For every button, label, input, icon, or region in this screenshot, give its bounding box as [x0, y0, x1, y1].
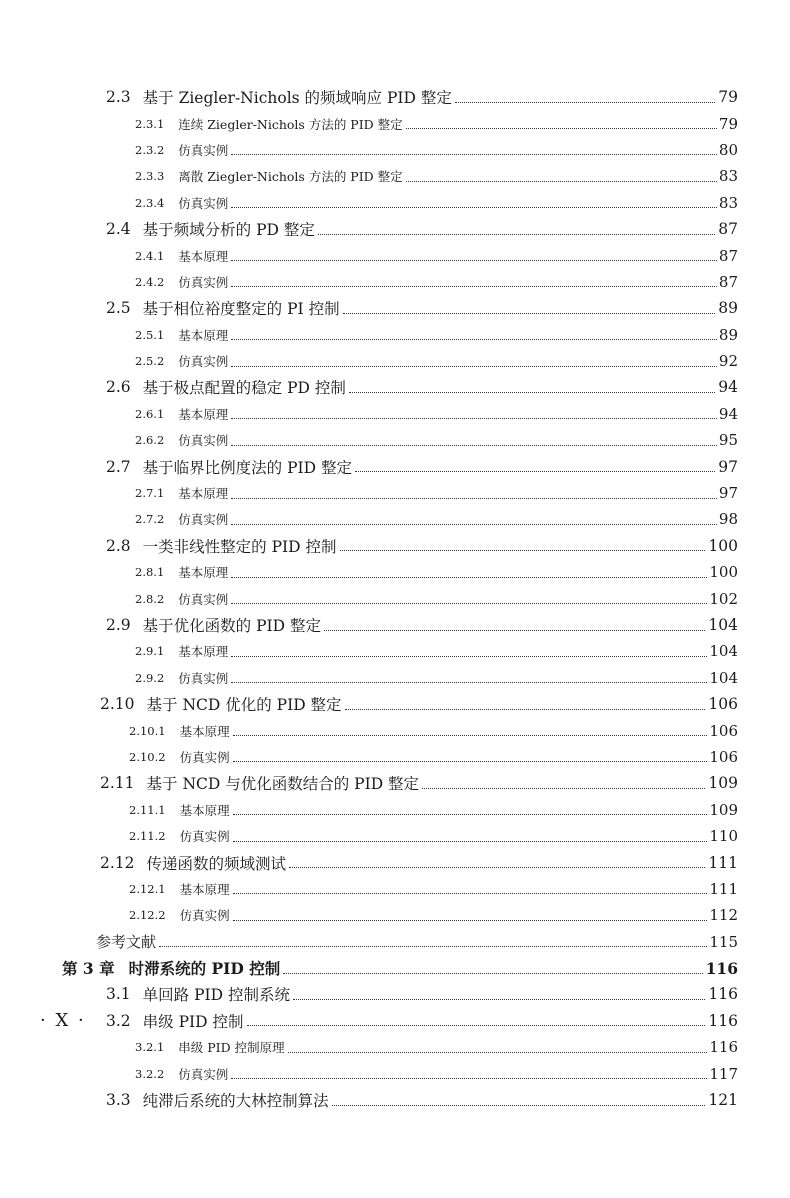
- toc-entry-page: 87: [718, 220, 738, 239]
- toc-entry-page: 109: [708, 774, 738, 793]
- toc-entry-title: 基于相位裕度整定的 PI 控制: [142, 300, 340, 319]
- toc-entry-title: 基本原理: [178, 565, 229, 581]
- toc-entry-number: 3.2.2: [135, 1066, 165, 1081]
- toc-dot-leader: [345, 709, 735, 710]
- toc-entry-page: 110: [709, 827, 738, 846]
- toc-section-entry[interactable]: [0, 1008, 790, 1034]
- toc-entry-title: 仿真实例: [178, 142, 229, 158]
- toc-dot-leader: [283, 973, 735, 974]
- toc-entry-number: 2.6: [106, 378, 131, 397]
- toc-entry-title: 基于极点配置的稳定 PD 控制: [142, 379, 346, 398]
- toc-entry-number: 2.6.1: [135, 406, 165, 421]
- toc-entry-title: 离散 Ziegler-Nichols 方法的 PID 整定: [178, 169, 403, 185]
- toc-entry-number: 2.5.2: [135, 354, 165, 369]
- toc-entry-number: 2.9.2: [135, 670, 165, 685]
- toc-dot-leader: [406, 128, 735, 129]
- toc-entry-number: 2.8.1: [135, 565, 165, 580]
- toc-entry-page: 104: [709, 642, 738, 661]
- toc-section-entry[interactable]: [0, 295, 790, 321]
- toc-dot-leader: [233, 893, 735, 894]
- toc-entry-page: 116: [705, 958, 738, 978]
- toc-entry-title: 基于临界比例度法的 PID 整定: [142, 458, 352, 477]
- toc-dot-leader: [288, 1052, 735, 1053]
- toc-dot-leader: [231, 154, 735, 155]
- toc-dot-leader: [159, 946, 735, 947]
- toc-subsection-entry[interactable]: [0, 163, 790, 189]
- toc-dot-leader: [231, 1078, 735, 1079]
- toc-entry-number: 2.4.1: [135, 248, 165, 263]
- toc-dot-leader: [231, 524, 735, 525]
- toc-subsection-entry[interactable]: [0, 876, 790, 902]
- toc-subsection-entry[interactable]: [0, 585, 790, 611]
- toc-entry-number: 2.10.2: [129, 749, 166, 764]
- toc-entry-title: 连续 Ziegler-Nichols 方法的 PID 整定: [178, 116, 403, 132]
- toc-entry-title: 时滞系统的 PID 控制: [128, 959, 281, 979]
- toc-entry-number: 2.9: [106, 616, 131, 634]
- toc-entry-page: 92: [718, 352, 738, 371]
- toc-dot-leader: [231, 656, 735, 657]
- toc-entry-page: 116: [709, 1038, 738, 1057]
- toc-subsection-entry[interactable]: [0, 744, 790, 770]
- toc-entry-page: 106: [708, 695, 738, 714]
- toc-dot-leader: [231, 260, 735, 261]
- toc-entry-title: 仿真实例: [178, 354, 229, 370]
- toc-dot-leader: [231, 207, 735, 208]
- toc-dot-leader: [233, 761, 735, 762]
- toc-entry-page: 112: [709, 906, 738, 925]
- toc-entry-title: 基于 NCD 优化的 PID 整定: [146, 696, 342, 715]
- table-of-contents: [0, 84, 790, 1113]
- toc-entry-page: 89: [718, 299, 738, 318]
- toc-entry-number: 2.12.2: [129, 908, 166, 923]
- toc-section-entry[interactable]: [0, 612, 790, 638]
- toc-entry-title: 仿真实例: [178, 195, 229, 211]
- toc-entry-title: 基于 NCD 与优化函数结合的 PID 整定: [146, 775, 420, 794]
- toc-dot-leader: [289, 867, 735, 868]
- toc-dot-leader: [231, 445, 735, 446]
- toc-entry-title: 仿真实例: [179, 829, 230, 845]
- toc-subsection-entry[interactable]: [0, 137, 790, 163]
- toc-entry-number: 2.10: [100, 695, 135, 714]
- toc-dot-leader: [349, 392, 735, 393]
- toc-references-entry[interactable]: [0, 929, 790, 955]
- toc-section-entry[interactable]: [0, 981, 790, 1007]
- toc-entry-page: 116: [708, 985, 738, 1004]
- toc-dot-leader: [231, 286, 735, 287]
- toc-entry-page: 121: [708, 1091, 738, 1110]
- toc-section-entry[interactable]: [0, 1087, 790, 1113]
- toc-dot-leader: [231, 577, 735, 578]
- toc-entry-page: 94: [718, 404, 738, 423]
- toc-entry-page: 80: [718, 140, 738, 159]
- toc-dot-leader: [231, 682, 735, 683]
- toc-subsection-entry[interactable]: [0, 427, 790, 453]
- toc-entry-title: 基本原理: [179, 723, 230, 739]
- toc-entry-number: 2.4: [106, 220, 131, 239]
- toc-section-entry[interactable]: [0, 216, 790, 242]
- toc-subsection-entry[interactable]: [0, 638, 790, 664]
- toc-entry-title: 仿真实例: [178, 274, 229, 290]
- toc-subsection-entry[interactable]: [0, 797, 790, 823]
- toc-dot-leader: [343, 313, 735, 314]
- toc-entry-page: 109: [709, 800, 738, 819]
- toc-entry-page: 106: [709, 747, 738, 766]
- toc-dot-leader: [406, 181, 735, 182]
- toc-dot-leader: [332, 1105, 735, 1106]
- toc-entry-number: 第 3 章: [62, 959, 115, 979]
- toc-entry-number: 2.5: [106, 299, 131, 318]
- toc-entry-page: 104: [709, 668, 738, 687]
- toc-subsection-entry[interactable]: [0, 348, 790, 374]
- toc-entry-page: 100: [709, 563, 738, 582]
- toc-entry-number: 2.9.1: [135, 644, 165, 659]
- toc-entry-number: 2.10.1: [129, 723, 166, 738]
- toc-entry-page: 97: [718, 457, 738, 476]
- toc-entry-number: 3.2.1: [135, 1040, 165, 1055]
- toc-entry-title: 一类非线性整定的 PID 控制: [142, 537, 337, 556]
- toc-subsection-entry[interactable]: [0, 506, 790, 532]
- toc-dot-leader: [231, 418, 735, 419]
- toc-entry-page: 95: [718, 431, 738, 450]
- toc-entry-number: 2.3.3: [135, 169, 165, 184]
- toc-entry-number: 2.11.2: [129, 829, 166, 844]
- toc-entry-page: 104: [708, 616, 738, 634]
- toc-subsection-entry[interactable]: [0, 480, 790, 506]
- toc-entry-page: 117: [709, 1064, 738, 1083]
- toc-entry-number: 2.4.2: [135, 274, 165, 289]
- toc-entry-title: 串级 PID 控制: [142, 1012, 244, 1031]
- toc-entry-number: 3.2: [106, 1011, 131, 1030]
- toc-entry-title: 仿真实例: [179, 749, 230, 765]
- toc-entry-title: 基于 Ziegler-Nichols 的频域响应 PID 整定: [142, 89, 452, 108]
- toc-entry-page: 83: [718, 167, 738, 186]
- toc-entry-title: 仿真实例: [178, 591, 229, 607]
- toc-dot-leader: [422, 788, 735, 789]
- toc-entry-number: 2.11.1: [129, 802, 166, 817]
- toc-subsection-entry[interactable]: [0, 1034, 790, 1060]
- toc-entry-number: 2.6.2: [135, 433, 165, 448]
- toc-entry-title: 基本原理: [178, 327, 229, 343]
- toc-entry-page: 98: [718, 510, 738, 529]
- toc-entry-page: 79: [718, 114, 738, 133]
- page-number-footer: · X ·: [40, 1010, 86, 1031]
- toc-entry-title: 纯滞后系统的大林控制算法: [142, 1092, 329, 1111]
- toc-dot-leader: [293, 999, 735, 1000]
- toc-subsection-entry[interactable]: [0, 717, 790, 743]
- toc-dot-leader: [355, 471, 735, 472]
- toc-entry-page: 106: [709, 721, 738, 740]
- toc-entry-number: 2.11: [100, 774, 135, 793]
- toc-entry-title: 仿真实例: [178, 433, 229, 449]
- toc-dot-leader: [455, 102, 735, 103]
- toc-entry-page: 111: [709, 879, 738, 898]
- toc-entry-title: 仿真实例: [179, 908, 230, 924]
- toc-entry-title: 基本原理: [178, 486, 229, 502]
- toc-dot-leader: [231, 339, 735, 340]
- toc-dot-leader: [233, 735, 735, 736]
- toc-entry-number: 3.3: [106, 1091, 131, 1110]
- toc-subsection-entry[interactable]: [0, 823, 790, 849]
- toc-chapter-entry[interactable]: [0, 955, 790, 981]
- toc-entry-number: 2.3.4: [135, 195, 165, 210]
- toc-dot-leader: [340, 550, 736, 551]
- toc-dot-leader: [231, 498, 735, 499]
- toc-subsection-entry[interactable]: [0, 902, 790, 928]
- toc-entry-number: 2.8: [106, 536, 131, 555]
- toc-entry-page: 97: [718, 484, 738, 503]
- toc-dot-leader: [324, 630, 735, 631]
- toc-entry-page: 102: [709, 589, 738, 608]
- toc-section-entry[interactable]: [0, 849, 790, 875]
- toc-entry-number: 2.12.1: [129, 881, 166, 896]
- toc-entry-title: 基本原理: [178, 406, 229, 422]
- toc-entry-page: 115: [709, 932, 738, 951]
- toc-entry-title: 仿真实例: [178, 512, 229, 528]
- toc-subsection-entry[interactable]: [0, 665, 790, 691]
- toc-entry-title: 仿真实例: [178, 1066, 229, 1082]
- toc-entry-page: 83: [718, 193, 738, 212]
- toc-dot-leader: [318, 234, 735, 235]
- toc-entry-title: 仿真实例: [178, 670, 229, 686]
- toc-entry-number: 2.7.2: [135, 512, 165, 527]
- toc-dot-leader: [247, 1025, 736, 1026]
- toc-entry-title: 串级 PID 控制原理: [178, 1040, 285, 1056]
- toc-subsection-entry[interactable]: [0, 322, 790, 348]
- toc-entry-title: 基本原理: [178, 248, 229, 264]
- toc-section-entry[interactable]: [0, 453, 790, 479]
- toc-section-entry[interactable]: [0, 533, 790, 559]
- toc-entry-number: 2.8.2: [135, 591, 165, 606]
- toc-entry-title: 基本原理: [178, 644, 229, 660]
- toc-section-entry[interactable]: [0, 374, 790, 400]
- toc-entry-number: 2.3.1: [135, 116, 165, 131]
- toc-section-entry[interactable]: [0, 691, 790, 717]
- toc-entry-title: 单回路 PID 控制系统: [142, 986, 290, 1005]
- toc-dot-leader: [231, 366, 735, 367]
- toc-entry-page: 100: [708, 536, 738, 555]
- toc-entry-page: 79: [718, 88, 738, 107]
- toc-entry-title: 基于频域分析的 PD 整定: [142, 221, 315, 240]
- toc-entry-title: 基于优化函数的 PID 整定: [142, 617, 321, 635]
- toc-dot-leader: [231, 603, 735, 604]
- toc-subsection-entry[interactable]: [0, 559, 790, 585]
- toc-entry-page: 89: [718, 325, 738, 344]
- toc-subsection-entry[interactable]: [0, 1060, 790, 1086]
- toc-dot-leader: [233, 920, 735, 921]
- toc-entry-title: 参考文献: [96, 933, 157, 952]
- toc-entry-number: 2.3: [106, 88, 131, 107]
- toc-entry-number: 2.7.1: [135, 486, 165, 501]
- toc-entry-page: 111: [708, 853, 738, 872]
- toc-subsection-entry[interactable]: [0, 110, 790, 136]
- toc-entry-title: 基本原理: [179, 881, 230, 897]
- toc-entry-title: 基本原理: [179, 802, 230, 818]
- toc-dot-leader: [233, 814, 735, 815]
- toc-entry-number: 2.5.1: [135, 327, 165, 342]
- toc-subsection-entry[interactable]: [0, 190, 790, 216]
- toc-entry-number: 3.1: [106, 985, 131, 1004]
- toc-entry-number: 2.12: [100, 853, 135, 872]
- toc-section-entry[interactable]: [0, 770, 790, 796]
- toc-entry-page: 87: [718, 272, 738, 291]
- toc-entry-page: 87: [718, 246, 738, 265]
- toc-subsection-entry[interactable]: [0, 401, 790, 427]
- toc-section-entry[interactable]: [0, 84, 790, 110]
- toc-entry-number: 2.3.2: [135, 142, 165, 157]
- toc-entry-number: 2.7: [106, 457, 131, 476]
- toc-subsection-entry[interactable]: [0, 242, 790, 268]
- toc-entry-title: 传递函数的频域测试: [146, 854, 287, 873]
- toc-entry-page: 94: [718, 378, 738, 397]
- toc-dot-leader: [233, 841, 735, 842]
- toc-entry-page: 116: [708, 1011, 738, 1030]
- toc-subsection-entry[interactable]: [0, 269, 790, 295]
